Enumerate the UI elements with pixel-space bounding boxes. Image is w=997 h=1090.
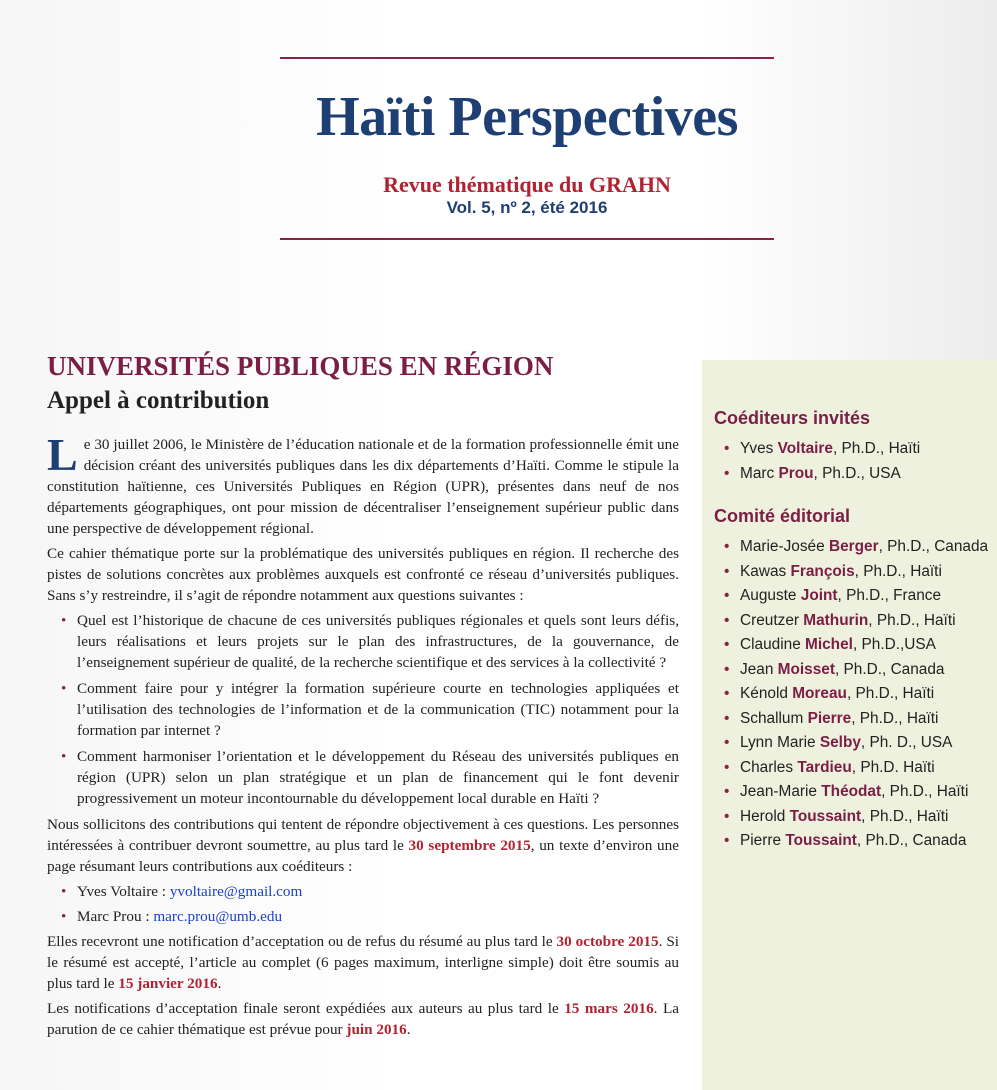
list-item <box>724 535 997 560</box>
coeditor-list <box>702 437 997 486</box>
email-link[interactable]: yvoltaire@gmail.com <box>169 883 303 901</box>
credentials: , Ph.D., France <box>837 587 942 604</box>
bullet-icon: • <box>724 660 730 678</box>
credentials: , Ph.D., Canada <box>834 660 945 678</box>
list-item <box>724 829 997 854</box>
first-name: Kénold <box>740 685 793 702</box>
scope-paragraph: Ce cahier thématique porte sur la problématique des universités publiques en région. Il recherche des pistes de solutions concrètes aux problèmes auxquels est confronté ce réseau d’universités publiques. Sans s’y restreindre, il s’agit de répondre notamment aux questions suivantes : <box>47 545 679 605</box>
bullet-icon: • <box>724 832 730 849</box>
journal-title: Haïti Perspectives <box>316 86 738 148</box>
list-item <box>724 462 997 487</box>
last-name: Voltaire <box>777 440 833 457</box>
first-name: Yves <box>740 440 778 457</box>
first-name: Lynn Marie <box>740 734 820 751</box>
bullet-icon: • <box>61 680 67 698</box>
credentials: , Ph.D., Haïti <box>868 611 956 629</box>
list-item <box>61 678 679 741</box>
question-text: Quel est l’historique de chacune de ces universités publiques régionales et quels sont leurs défis, leurs réalisations et leurs projets sur le plan des infrastructures, de la gouvernance, de l’enseignement supérieur de qualité, de la recherche scientifique et des services à la collectivité ? <box>77 612 679 672</box>
article <box>47 350 679 1044</box>
abstract-deadline: 30 septembre 2015 <box>408 837 531 855</box>
last-name: Pierre <box>807 709 852 727</box>
credentials: , Ph.D., Canada <box>856 832 967 849</box>
publication-date: juin 2016 <box>346 1021 407 1039</box>
final-paragraph <box>47 998 679 1040</box>
list-item <box>61 610 679 673</box>
last-name: Prou <box>778 464 814 482</box>
final-notification-date: 15 mars 2016 <box>564 1000 654 1018</box>
contact-name: Marc Prou : <box>77 908 154 926</box>
first-name: Pierre <box>740 832 786 849</box>
notification-text: . <box>217 975 222 993</box>
list-item <box>724 658 997 683</box>
list-item <box>61 881 679 902</box>
article-subtitle: Appel à contribution <box>47 387 270 415</box>
committee-heading: Comité éditorial <box>714 506 851 526</box>
first-name: Schallum <box>740 709 808 727</box>
bullet-icon: • <box>724 587 730 604</box>
bullet-icon: • <box>61 883 67 901</box>
article-deadline: 15 janvier 2016 <box>118 975 218 993</box>
last-name: François <box>790 562 855 580</box>
bullet-icon: • <box>61 748 67 766</box>
list-item <box>724 560 997 585</box>
last-name: Moreau <box>792 685 847 702</box>
credentials: , Ph.D., Haïti <box>832 440 921 457</box>
bullet-icon: • <box>724 685 730 702</box>
contact-list <box>47 881 679 927</box>
coeditors-heading: Coéditeurs invités <box>714 408 871 428</box>
first-name: Jean <box>740 660 778 678</box>
submission-text-end: , un texte d’environ une page résumant leurs contributions aux coéditeurs : <box>47 837 679 876</box>
masthead-bottom-rule <box>280 238 774 240</box>
last-name: Toussaint <box>785 832 857 849</box>
intro-paragraph <box>47 429 679 539</box>
list-item <box>724 584 997 609</box>
journal-volume: Vol. 5, nº 2, été 2016 <box>446 198 608 217</box>
bullet-icon: • <box>724 807 730 825</box>
question-list <box>47 610 679 809</box>
list-item <box>724 780 997 805</box>
contact-name: Yves Voltaire : <box>77 883 170 901</box>
list-item <box>724 633 997 658</box>
intro-text: e 30 juillet 2006, le Ministère de l’éducation nationale et de la formation professionnelle émit une décision créant des universités publiques dans les dix départements d’Haïti. Comme le stipule la constitution haïtienne, ces Universités Publiques en Région (UPR), présentes dans neuf de nos départements géographiques, ont pour mission de décentraliser l’enseignement supérieur public dans une perspective de développement régional. <box>47 436 679 538</box>
bullet-icon: • <box>724 709 730 727</box>
bullet-icon: • <box>724 562 730 580</box>
list-item <box>724 682 997 707</box>
last-name: Mathurin <box>803 611 869 629</box>
credentials: , Ph.D., Haïti <box>881 783 969 800</box>
drop-cap: L <box>47 429 78 481</box>
bullet-icon: • <box>724 758 730 776</box>
bullet-icon: • <box>724 611 730 629</box>
notification-text: . Si le résumé est accepté, l’article au complet (6 pages maximum, interligne simple) doit être soumis au plus tard le <box>47 933 679 993</box>
list-item <box>724 805 997 830</box>
last-name: Tardieu <box>797 758 852 776</box>
bullet-icon: • <box>724 464 730 482</box>
credentials: , Ph.D., Haïti <box>854 562 942 580</box>
last-name: Michel <box>805 636 853 653</box>
bullet-icon: • <box>724 538 730 555</box>
first-name: Kawas <box>740 562 791 580</box>
bullet-icon: • <box>724 440 730 457</box>
credentials: , Ph.D.,USA <box>852 636 936 653</box>
final-text: . <box>406 1021 411 1039</box>
submission-paragraph <box>47 814 679 877</box>
bullet-icon: • <box>61 908 67 926</box>
list-item <box>61 906 679 927</box>
first-name: Creutzer <box>740 611 804 629</box>
bullet-icon: • <box>724 783 730 800</box>
last-name: Théodat <box>821 783 882 800</box>
credentials: , Ph.D., Haïti <box>861 807 949 825</box>
credentials: , Ph.D., USA <box>813 464 901 482</box>
last-name: Berger <box>828 538 879 555</box>
first-name: Jean-Marie <box>740 783 822 800</box>
bullet-icon: • <box>724 636 730 653</box>
first-name: Claudine <box>740 636 806 653</box>
bullet-icon: • <box>61 612 67 630</box>
last-name: Toussaint <box>789 807 862 825</box>
bullet-icon: • <box>724 734 730 751</box>
last-name: Joint <box>800 587 838 604</box>
article-title: UNIVERSITÉS PUBLIQUES EN RÉGION <box>47 351 554 381</box>
first-name: Marc <box>740 464 779 482</box>
list-item <box>61 746 679 809</box>
list-item <box>724 609 997 634</box>
question-text: Comment faire pour y intégrer la formation supérieure courte en technologies appliquées et l’utilisation des technologies de l’information et de la communication (TIC) notamment pour la formation par internet ? <box>77 680 679 740</box>
credentials: , Ph. D., USA <box>860 734 953 751</box>
submission-text: Nous sollicitons des contributions qui tentent de répondre objectivement à ces questions. Les personnes intéressées à contribuer devront soumettre, au plus tard le <box>47 816 679 855</box>
editorial-sidebar <box>702 360 997 1090</box>
notification-paragraph <box>47 931 679 994</box>
list-item <box>724 756 997 781</box>
masthead-top-rule <box>280 57 774 59</box>
committee-list <box>702 535 997 854</box>
last-name: Selby <box>819 734 861 751</box>
first-name: Herold <box>740 807 790 825</box>
question-text: Comment harmoniser l’orientation et le développement du Réseau des universités publiques en région (UPR) selon un plan stratégique et un plan de financement qui le font devenir progressivement un moteur incontournable du développement local durable en Haïti ? <box>77 748 679 808</box>
credentials: , Ph.D. Haïti <box>851 758 935 776</box>
credentials: , Ph.D., Haïti <box>851 709 939 727</box>
journal-subtitle: Revue thématique du GRAHN <box>383 172 671 197</box>
last-name: Moisset <box>777 660 835 678</box>
email-link[interactable]: marc.prou@umb.edu <box>153 908 283 926</box>
first-name: Charles <box>740 758 798 776</box>
final-text: . La parution de ce cahier thématique est prévue pour <box>47 1000 679 1039</box>
first-name: Marie-Josée <box>740 538 829 555</box>
list-item <box>724 707 997 732</box>
notification-date: 30 octobre 2015 <box>556 933 659 951</box>
final-text: Les notifications d’acceptation finale seront expédiées aux auteurs au plus tard le <box>47 1000 565 1018</box>
credentials: , Ph.D., Haïti <box>846 685 935 702</box>
list-item <box>724 437 997 462</box>
notification-text: Elles recevront une notification d’acceptation ou de refus du résumé au plus tard le <box>47 933 557 951</box>
list-item <box>724 731 997 756</box>
first-name: Auguste <box>740 587 801 604</box>
credentials: , Ph.D., Canada <box>878 538 989 555</box>
